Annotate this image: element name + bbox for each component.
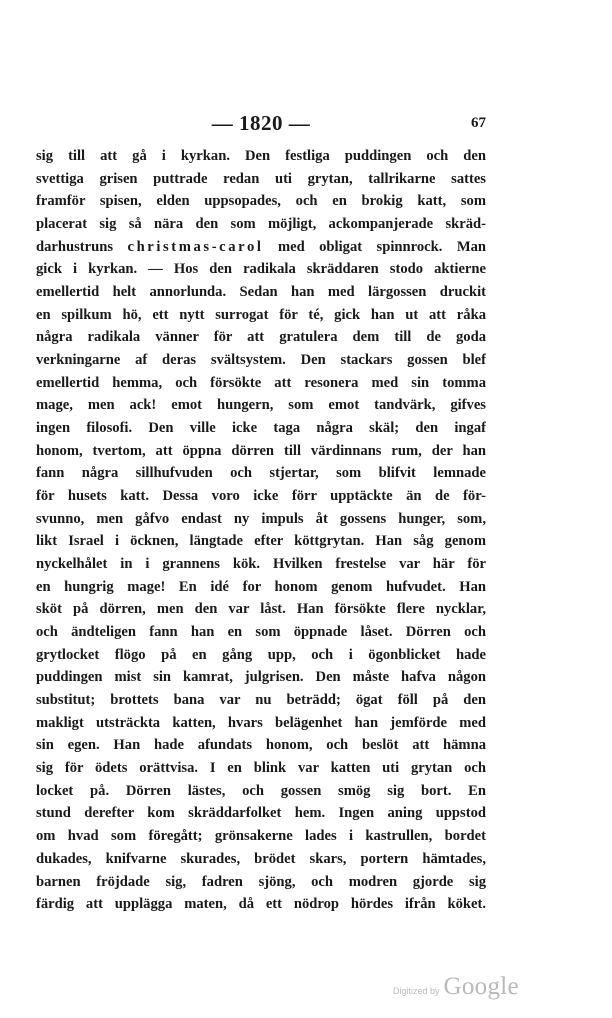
text-line: [36, 236, 486, 259]
text-line: mage, men ack! emot hungern, som emot tandvärk, gifves: [36, 397, 486, 414]
text-line: och ändteligen fann han en som öppnade låset. Dörren och: [36, 624, 486, 641]
text-line: verkningarne af deras svältsystem. Den stackars gossen blef: [36, 352, 486, 369]
watermark-prefix: Digitized by: [393, 986, 440, 996]
text-line: för husets katt. Dessa voro icke förr upptäckte än de för-: [36, 488, 486, 505]
text-segment: darhustruns: [36, 238, 128, 255]
text-line: framför spisen, elden uppsopades, och en brokig katt, som: [36, 193, 486, 210]
text-line: sin egen. Han hade afundats honom, och beslöt att hämna: [36, 737, 486, 754]
text-line: emellertid hemma, och försökte att resonera med sin tomma: [36, 374, 486, 391]
text-line: ingen filosofi. Den ville icke taga några skäl; den ingaf: [36, 420, 486, 437]
text-line: om hvad som föregått; grönsakerne lades i kastrullen, bordet: [36, 828, 486, 845]
text-line: dukades, knifvarne skurades, brödet skars, portern hämtades,: [36, 850, 486, 867]
text-line: substitut; brottets bana var nu beträdd; ögat föll på den: [36, 692, 486, 709]
text-line: placerat sig så nära den som möjligt, ackompanjerade skräd-: [36, 216, 486, 233]
text-line: fann några sillhufvuden och stjertar, som blifvit lemnade: [36, 465, 486, 482]
text-segment: med obligat spinnrock. Man: [263, 238, 486, 255]
running-head-year: — 1820 —: [211, 111, 311, 135]
text-line: nyckelhålet in i grannens kök. Hvilken frestelse var här för: [36, 556, 486, 573]
text-line: svunno, men gåfvo endast ny impuls åt gossens hunger, som,: [36, 510, 486, 527]
text-line: sköt på dörren, men den var låst. Han försökte flere nycklar,: [36, 601, 486, 618]
digitized-by-google-watermark: [393, 973, 519, 1003]
text-line: svettiga grisen puttrade redan uti grytan, tallrikarne sattes: [36, 170, 486, 187]
text-line: färdig att upplägga maten, då ett nödrop hördes ifrån köket.: [36, 896, 486, 913]
text-line: gick i kyrkan. –– Hos den radikala skräddaren stodo aktierne: [36, 261, 486, 278]
emphasized-text: christmas-carol: [127, 238, 264, 255]
page-number: 67: [471, 115, 486, 131]
page-header: [36, 111, 486, 139]
text-line: grytlocket flögo på en gång upp, och i ögonblicket hade: [36, 646, 486, 663]
text-line: likt Israel i öcknen, längtade efter köttgrytan. Han såg genom: [36, 533, 486, 550]
text-line: emellertid helt annorlunda. Sedan han med lärgossen druckit: [36, 284, 486, 301]
text-line: honom, tvertom, att öppna dörren till värdinnans rum, der han: [36, 442, 486, 459]
text-line: stund derefter kom skräddarfolket hem. Ingen aning uppstod: [36, 805, 486, 822]
body-text: [36, 145, 486, 916]
text-line: locket på. Dörren lästes, och gossen smög sig bort. En: [36, 782, 486, 799]
text-line: barnen fröjdade sig, fadren sjöng, och modren gjorde sig: [36, 873, 486, 890]
text-line: puddingen mist sin kamrat, julgrisen. Den måste hafva någon: [36, 669, 486, 686]
text-line: en spilkum hö, ett nytt surrogat för té, gick han ut att råka: [36, 306, 486, 323]
text-line: sig till att gå i kyrkan. Den festliga puddingen och den: [36, 148, 486, 164]
text-line: en hungrig mage! En idé for honom genom hufvudet. Han: [36, 578, 486, 595]
text-line: sig för ödets orättvisa. I en blink var katten uti grytan och: [36, 760, 486, 777]
google-logo: Google: [443, 973, 519, 1000]
text-line: makligt utsträckta katten, hvars belägenhet han jemförde med: [36, 714, 486, 731]
text-line: några radikala vänner för att gratulera dem till de goda: [36, 329, 486, 346]
